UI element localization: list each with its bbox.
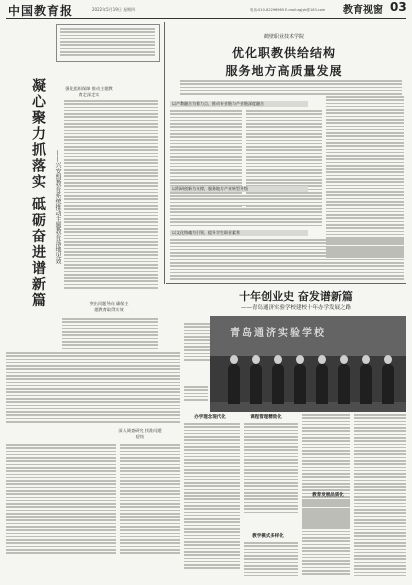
photo-person [316, 364, 328, 404]
lower-section-2: 课程管理精致化 [250, 415, 282, 420]
photo-person [360, 364, 372, 404]
left-column-text-4 [6, 444, 116, 556]
column-divider [164, 22, 165, 284]
photo-person [272, 364, 284, 404]
left-column-text-2 [62, 318, 158, 351]
right-col-1-text [170, 110, 242, 208]
photo-person [294, 364, 306, 404]
left-column-text-1 [64, 100, 158, 290]
right-col-3-text [326, 96, 404, 260]
section-label: 教育视窗 [343, 5, 383, 16]
left-subhead-1: 强化组织保障 推动主题教育走深走实 [65, 86, 113, 97]
lower-section-3: 教学模式多样化 [252, 534, 284, 539]
right-section-bar-1: 以产教融合为着力点，推动专业链与产业链深度融合 [170, 101, 308, 107]
left-intro-text [60, 28, 155, 58]
lower-col-3-text [244, 542, 298, 578]
photo-person [382, 364, 394, 404]
lower-section-4: 教育发展品质化 [312, 493, 344, 498]
lower-col-5-text [302, 501, 350, 576]
lower-subheadline: ——青岛通济实验学校建校十年办学发展之路 [240, 305, 351, 311]
lower-col-6-text [354, 414, 406, 578]
photo-backdrop [210, 316, 406, 356]
left-column-text-3 [6, 352, 180, 424]
right-headline-line-1: 优化职教供给结构 [231, 46, 336, 60]
right-section-bar-3: 以文化铸魂为引领，提升学生职业素养 [170, 230, 308, 236]
right-section-bar-2: 以科研创新为支撑，服务地方产业转型升级 [170, 186, 308, 192]
ceremony-photo [210, 316, 406, 412]
left-column-text-5 [120, 444, 180, 556]
masthead [6, 2, 406, 19]
lower-col-1-text [184, 423, 240, 571]
left-subhead-3: 深入调查研究 找准问题症结 [118, 428, 162, 439]
contact-info: 电话:010-82296969 E-mail:zgjyb@163.com [250, 8, 326, 12]
right-col-2-text [246, 110, 322, 208]
right-headline-line-2: 服务地方高质量发展 [225, 64, 343, 78]
story-divider [166, 283, 406, 284]
lower-left-caption [184, 386, 208, 402]
left-headline: 凝心聚力抓落实 砥砺奋进谱新篇 [30, 78, 46, 309]
photo-person [228, 364, 240, 404]
paper-name: 中国教育报 [8, 4, 74, 18]
lower-poem [184, 323, 210, 362]
photo-person [250, 364, 262, 404]
photo-banner-text: 青岛通济实验学校 [230, 328, 326, 339]
lower-col-2-text [244, 423, 298, 515]
lower-section-1: 办学理念现代化 [194, 415, 226, 420]
left-subheadline: ——兴安盟教育系统推动主题教育落地见效 [54, 150, 61, 264]
right-kicker: 鹤壁职业技术学院 [263, 34, 304, 40]
issue-info: 2022年5月19日 星期四 [92, 7, 136, 12]
right-mid-text [170, 195, 322, 228]
right-intro-text [180, 80, 402, 96]
right-lower-text [170, 239, 404, 282]
page-number: 03 [390, 0, 407, 14]
left-subhead-2: 突出问题导向 确保主题教育取得实效 [89, 301, 129, 312]
photo-person [338, 364, 350, 404]
lower-headline: 十年创业史 奋发谱新篇 [239, 290, 353, 303]
